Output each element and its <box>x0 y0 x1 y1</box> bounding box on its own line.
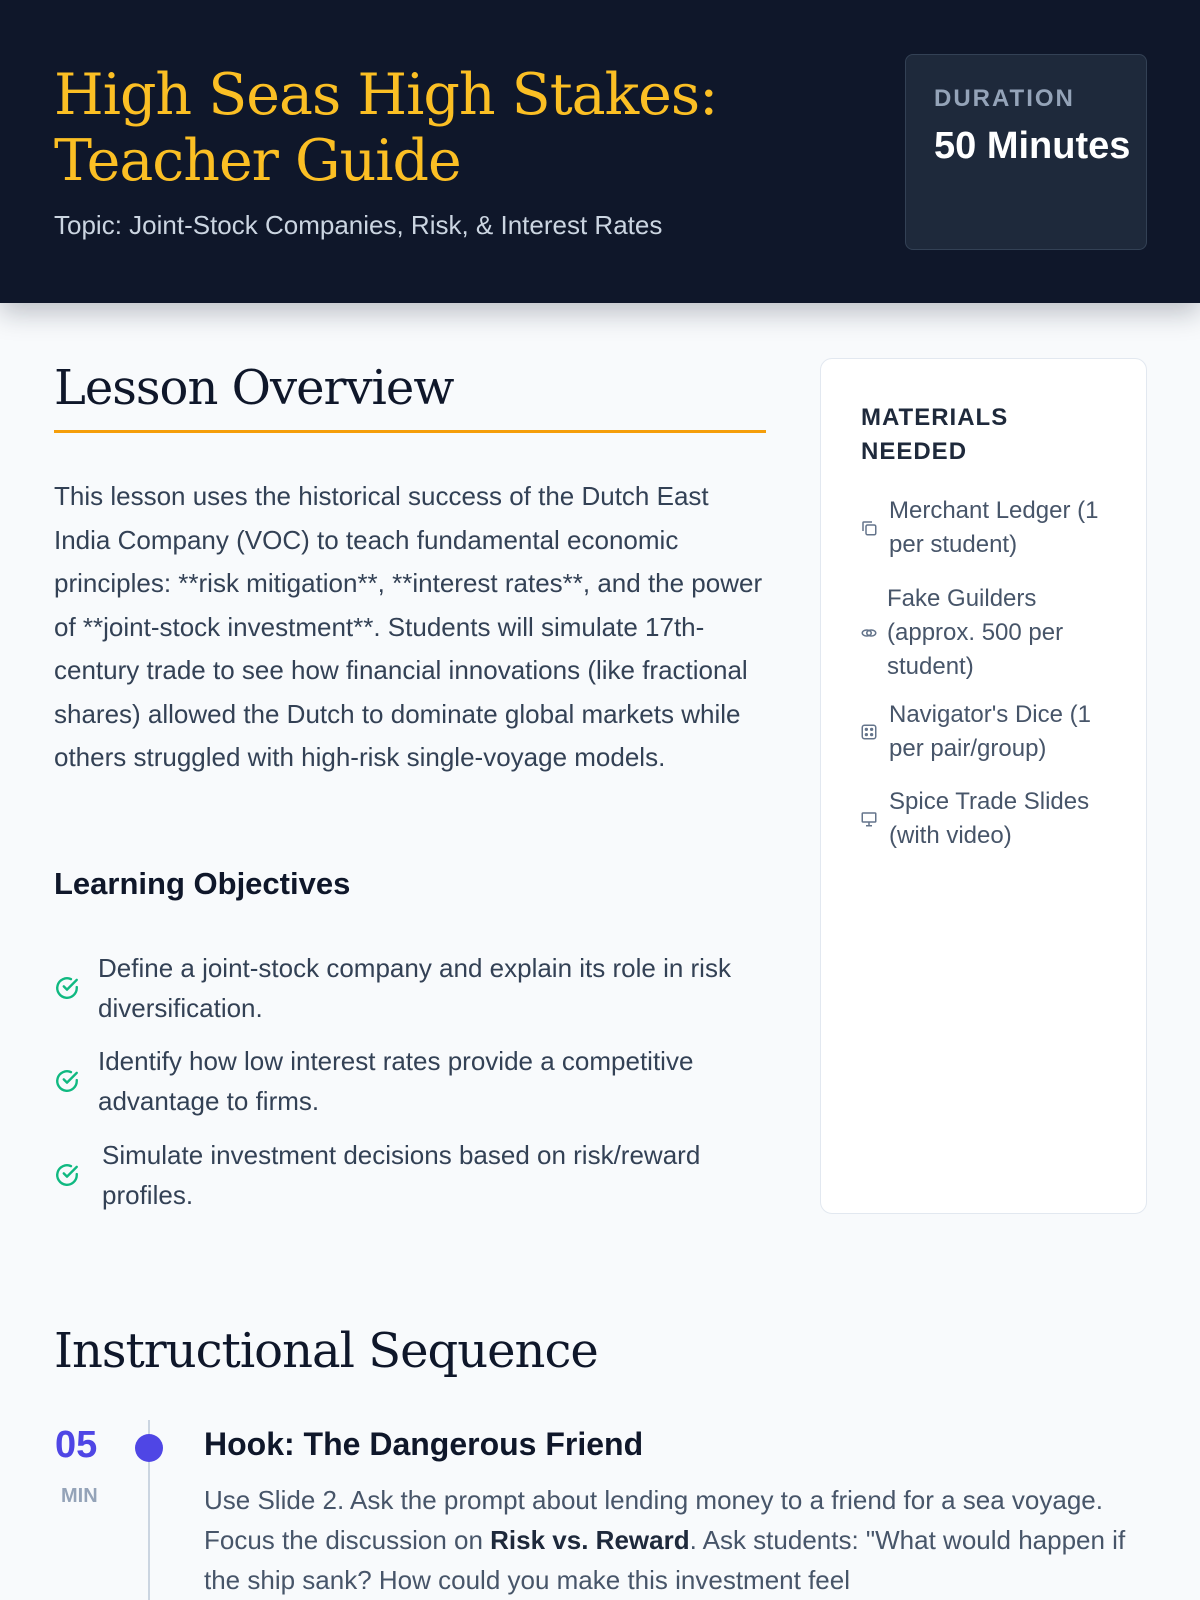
check-circle-icon <box>54 975 80 1001</box>
material-label: Navigator's Dice (1 per pair/group) <box>889 701 1091 762</box>
objective-item <box>54 1135 774 1215</box>
step-minutes: 05 <box>55 1424 98 1466</box>
step-description <box>204 1480 1134 1600</box>
duration-value: 50 Minutes <box>934 125 1131 167</box>
step-body-text: Use Slide 2. Ask the prompt about lending money to a friend for a sea voyage. Focus the discussion on <box>204 1485 1103 1555</box>
check-circle-icon <box>54 1162 80 1188</box>
material-item <box>860 698 1120 766</box>
material-label: Spice Trade Slides (with video) <box>889 788 1090 849</box>
objectives-heading: Learning Objectives <box>54 866 351 901</box>
objective-text: Simulate investment decisions based on risk/reward profiles. <box>102 1140 701 1210</box>
material-label: Merchant Ledger (1 per student) <box>889 497 1099 558</box>
material-item <box>860 494 1120 562</box>
page-title: High Seas High Stakes: Teacher Guide <box>54 62 718 194</box>
step-body-text: . Ask students: "What would happen if the ship sank? How could you make this investment feel <box>204 1525 1126 1595</box>
overview-paragraph: This lesson uses the historical success of the Dutch East India Company (VOC) to teach fundamental economic principles: **risk mitigation**, **interest rates**, and the power of **joint-stock investment**. Students will simulate 17th-century trade to see how financial innovations (like fractional shares) allowed the Dutch to dominate global markets while others struggled with high-risk single-voyage models. <box>54 481 763 772</box>
duration-label: DURATION <box>934 85 1075 112</box>
step-title: Hook: The Dangerous Friend <box>204 1426 644 1462</box>
dice-icon <box>860 723 878 741</box>
presentation-icon <box>860 810 878 828</box>
objective-item <box>54 1041 774 1121</box>
topic-subtitle: Topic: Joint-Stock Companies, Risk, & Interest Rates <box>54 210 663 240</box>
material-label: Fake Guilders (approx. 500 per student) <box>887 585 1064 680</box>
timeline-dot <box>135 1434 163 1462</box>
step-body-emphasis: Risk vs. Reward <box>490 1525 690 1555</box>
sequence-heading: Instructional Sequence <box>54 1323 598 1379</box>
copy-icon <box>860 519 878 537</box>
material-item <box>860 582 1120 684</box>
materials-heading: MATERIALS NEEDED <box>861 404 1009 465</box>
objective-text: Identify how low interest rates provide a competitive advantage to firms. <box>98 1046 694 1116</box>
step-minutes-unit: MIN <box>61 1485 98 1507</box>
check-circle-icon <box>54 1068 80 1094</box>
objective-item <box>54 948 774 1028</box>
page-header <box>0 0 1200 303</box>
material-item <box>860 785 1120 853</box>
coins-icon <box>860 624 878 642</box>
objective-text: Define a joint-stock company and explain its role in risk diversification. <box>98 953 731 1023</box>
overview-heading: Lesson Overview <box>54 360 454 416</box>
heading-divider <box>54 430 766 433</box>
duration-card <box>905 54 1147 250</box>
